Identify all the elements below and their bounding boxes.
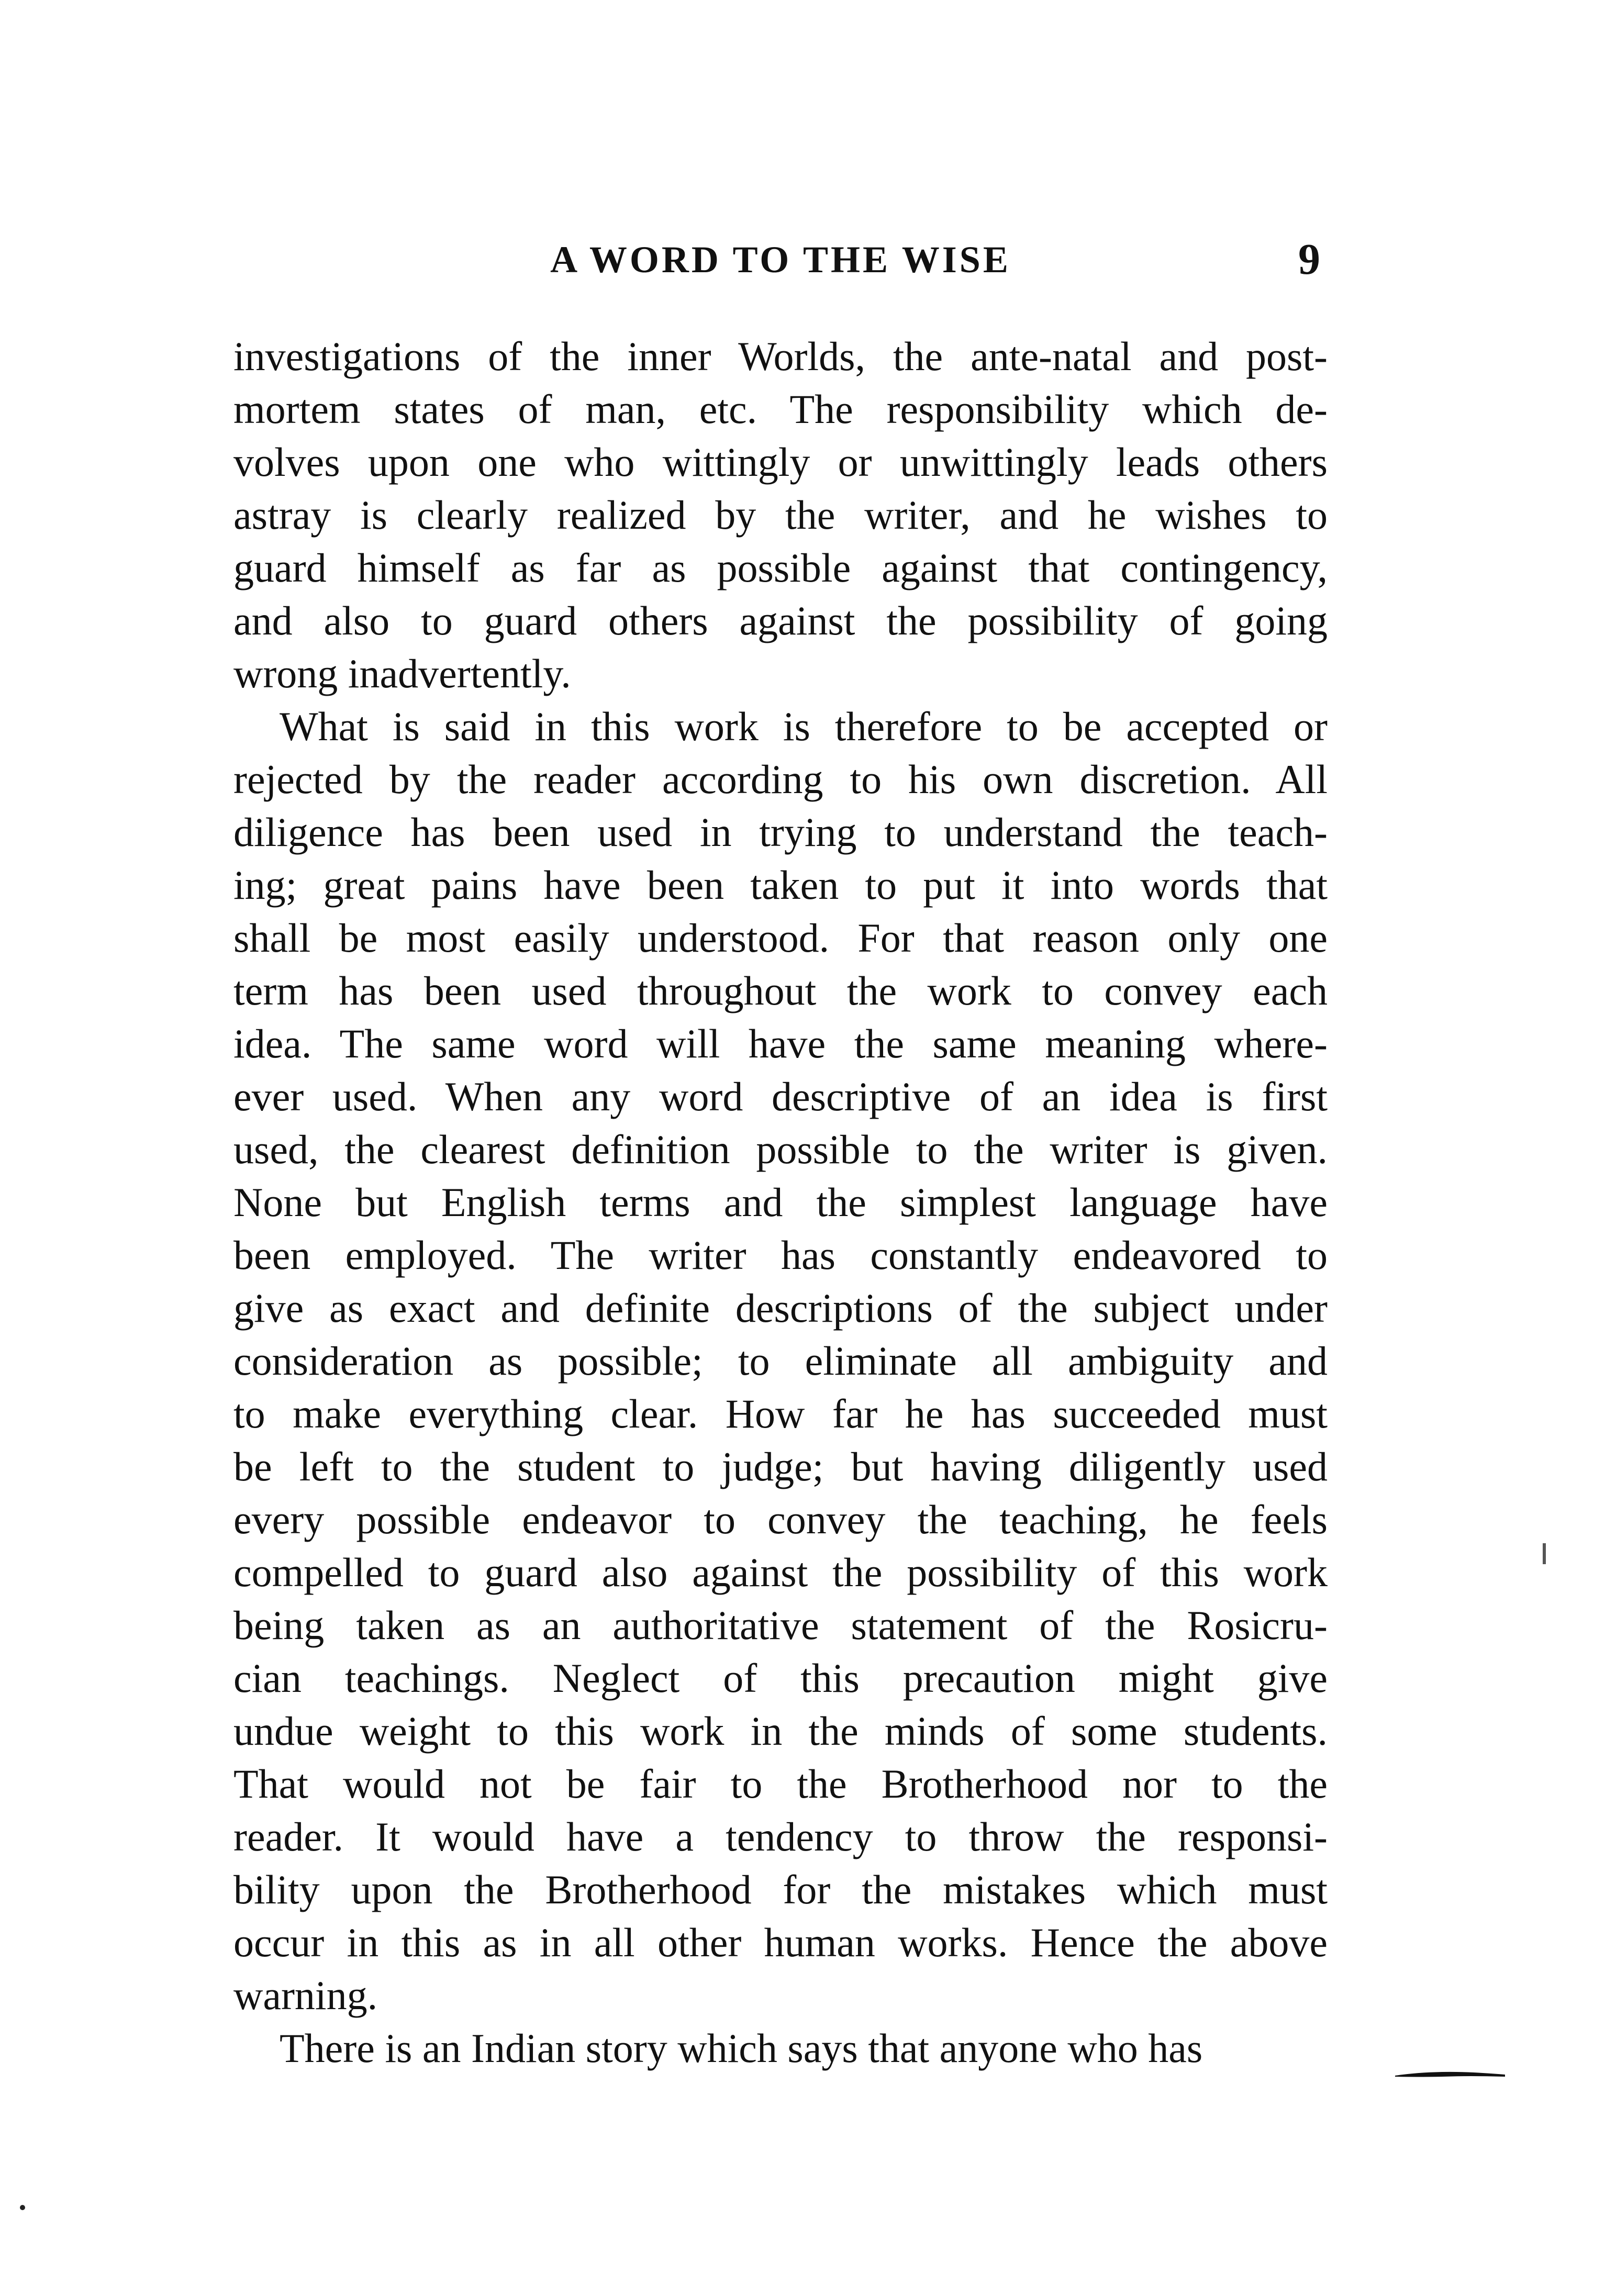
text-line: being taken as an authoritative statement of the Rosicru- [233, 1602, 1328, 1648]
text-line: undue weight to this work in the minds of some students. [233, 1708, 1328, 1754]
running-title: A WORD TO THE WISE [550, 239, 1011, 281]
text-line: shall be most easily understood. For that reason only one [233, 915, 1328, 961]
margin-mark [1543, 1543, 1546, 1564]
text-line: diligence has been used in trying to understand the teach- [233, 809, 1328, 855]
running-head [233, 230, 1328, 293]
text-line: term has been used throughout the work to convey each [233, 968, 1328, 1013]
text-line: astray is clearly realized by the writer, and he wishes to [233, 492, 1328, 538]
text-line: every possible endeavor to convey the teaching, he feels [233, 1497, 1328, 1542]
text-line: and also to guard others against the possibility of going [233, 598, 1328, 643]
text-line: give as exact and definite descriptions of the subject under [233, 1285, 1328, 1331]
text-line: cian teachings. Neglect of this precaution might give [233, 1655, 1328, 1701]
text-line: to make everything clear. How far he has succeeded must [233, 1391, 1328, 1436]
page-number: 9 [1298, 235, 1320, 284]
text-line: warning. [233, 1972, 378, 2018]
text-line: guard himself as far as possible against that contingency, [233, 545, 1328, 590]
text-line: consideration as possible; to eliminate all ambiguity and [233, 1338, 1328, 1384]
text-line: That would not be fair to the Brotherhood nor to the [233, 1761, 1328, 1807]
text-line: idea. The same word will have the same meaning where- [233, 1021, 1328, 1066]
text-line: There is an Indian story which says that anyone who has [280, 2025, 1203, 2071]
text-line: ever used. When any word descriptive of an idea is first [233, 1074, 1328, 1119]
text-line: What is said in this work is therefore to be accepted or [280, 704, 1328, 749]
text-line: compelled to guard also against the possibility of this work [233, 1550, 1328, 1595]
text-line: rejected by the reader according to his own discretion. All [233, 756, 1328, 802]
text-line: been employed. The writer has constantly endeavored to [233, 1232, 1328, 1278]
text-line: wrong inadvertently. [233, 651, 571, 696]
text-line: mortem states of man, etc. The responsibility which de- [233, 386, 1328, 432]
text-line: occur in this as in all other human works. Hence the above [233, 1920, 1328, 1965]
text-line: investigations of the inner Worlds, the ante-natal and post- [233, 333, 1328, 379]
text-line: be left to the student to judge; but having diligently used [233, 1444, 1328, 1489]
body-text [233, 330, 1328, 2075]
text-line: ing; great pains have been taken to put it into words that [233, 862, 1328, 908]
text-line: used, the clearest definition possible to the writer is given. [233, 1127, 1328, 1172]
text-line: bility upon the Brotherhood for the mistakes which must [233, 1867, 1328, 1912]
text-line: volves upon one who wittingly or unwittingly leads others [233, 439, 1328, 485]
edge-dash-mark [1395, 2070, 1505, 2079]
text-line: reader. It would have a tendency to throw the responsi- [233, 1814, 1328, 1859]
text-line: None but English terms and the simplest language have [233, 1179, 1328, 1225]
scan-speck [20, 2205, 25, 2210]
